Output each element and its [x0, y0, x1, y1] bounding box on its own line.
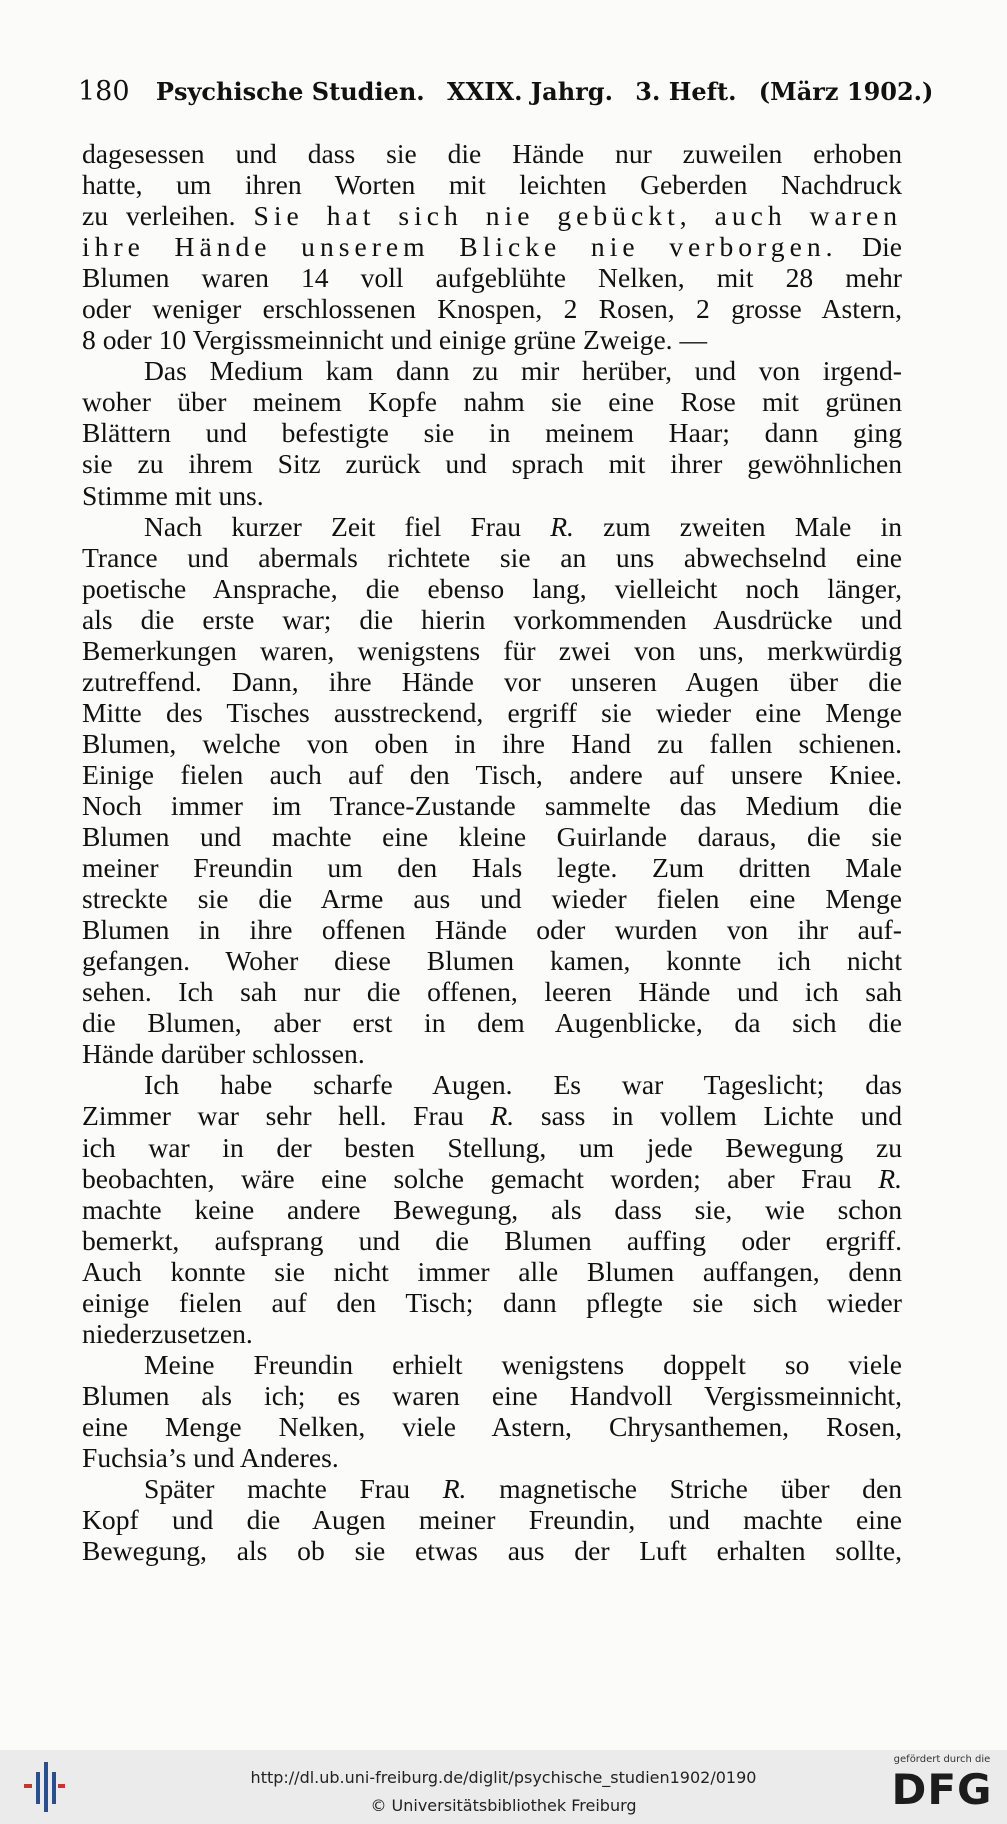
- text-line: [82, 511, 902, 542]
- italic-name: R.: [490, 1100, 515, 1132]
- text-line: woher über meinem Kopfe nahm sie eine Rose mit grünen: [82, 386, 902, 418]
- text-line: oder weniger erschlossenen Knospen, 2 Rosen, 2 grosse Astern,: [82, 293, 902, 325]
- text-segment: Nach kurzer Zeit fiel Frau: [144, 510, 551, 542]
- text-line: [82, 1473, 902, 1504]
- emphasized-text: ihre Hände unserem Blicke nie verborgen.: [82, 231, 838, 263]
- text-line: [82, 200, 902, 231]
- text-line: Das Medium kam dann zu mir herüber, und von irgend-: [144, 355, 902, 387]
- text-line: Auch konnte sie nicht immer alle Blumen auffangen, denn: [82, 1255, 902, 1287]
- text-line: Blumen als ich; es waren eine Handvoll Vergissmeinnicht,: [82, 1379, 902, 1411]
- text-line: [82, 1163, 902, 1194]
- text-line: Blumen und machte eine kleine Guirlande daraus, die sie: [82, 821, 902, 853]
- text-line: Blumen in ihre offenen Hände oder wurden von ihr auf-: [82, 914, 902, 946]
- text-line: zutreffend. Dann, ihre Hände vor unseren Augen über die: [82, 665, 902, 697]
- text-line: eine Menge Nelken, viele Astern, Chrysanthemen, Rosen,: [82, 1410, 902, 1442]
- text-line: hatte, um ihren Worten mit leichten Geberden Nachdruck: [82, 169, 902, 201]
- text-line: die Blumen, aber erst in dem Augenblicke, da sich die: [82, 1007, 902, 1039]
- text-line: dagesessen und dass sie die Hände nur zuweilen erhoben: [82, 138, 902, 169]
- text-line: 8 oder 10 Vergissmeinnicht und einige grüne Zweige. —: [82, 324, 708, 356]
- text-line: als die erste war; die hierin vorkommenden Ausdrücke und: [82, 603, 902, 635]
- journal-title: Psychische Studien.: [155, 77, 425, 106]
- text-segment: Die: [862, 231, 902, 263]
- text-line: [82, 1100, 902, 1131]
- text-line: Fuchsia’s und Anderes.: [82, 1441, 339, 1473]
- text-segment: zum zweiten Male in: [573, 510, 902, 542]
- text-segment: Später machte Frau: [144, 1473, 443, 1505]
- text-line: Kopf und die Augen meiner Freundin, und machte eine: [82, 1504, 902, 1536]
- page-number: 180: [78, 76, 130, 107]
- text-line: Noch immer im Trance-Zustande sammelte das Medium die: [82, 789, 902, 821]
- dfg-tagline: gefördert durch die: [893, 1754, 991, 1765]
- text-line: Trance und abermals richtete sie an uns abwechselnd eine: [82, 541, 902, 573]
- text-segment: Zimmer war sehr hell. Frau: [82, 1100, 491, 1132]
- text-line: ich war in der besten Stellung, um jede Bewegung zu: [82, 1131, 902, 1163]
- text-line: bemerkt, aufsprang und die Blumen auffing oder ergriff.: [82, 1224, 902, 1256]
- text-line: Mitte des Tisches ausstreckend, ergriff sie wieder eine Menge: [82, 696, 902, 728]
- text-line: meiner Freundin um den Hals legte. Zum dritten Male: [82, 852, 902, 884]
- text-line: Blättern und befestigte sie in meinem Haar; dann ging: [82, 417, 902, 449]
- running-header: [78, 76, 934, 107]
- text-line: niederzusetzen.: [82, 1317, 253, 1349]
- text-line: Meine Freundin erhielt wenigstens doppelt so viele: [144, 1348, 902, 1380]
- viewer-footer: [0, 1750, 1007, 1824]
- emphasized-text: Sie hat sich nie gebückt, auch waren: [253, 200, 903, 232]
- source-url-link[interactable]: http://dl.ub.uni-freiburg.de/diglit/psychische_studien1902/0190: [250, 1768, 757, 1787]
- volume-label: XXIX. Jahrg.: [447, 77, 613, 106]
- text-line: sehen. Ich sah nur die offenen, leeren Hände und ich sah: [82, 976, 902, 1008]
- text-line: Bemerkungen waren, wenigstens für zwei von uns, merkwürdig: [82, 634, 902, 666]
- text-line: Stimme mit uns.: [82, 479, 264, 511]
- text-line: streckte sie die Arme aus und wieder fielen eine Menge: [82, 883, 902, 915]
- issue-date: (März 1902.): [758, 77, 934, 106]
- text-line: Ich habe scharfe Augen. Es war Tageslicht; das: [144, 1069, 902, 1101]
- text-line: Hände darüber schlossen.: [82, 1038, 365, 1070]
- text-line: Blumen waren 14 voll aufgeblühte Nelken, mit 28 mehr: [82, 262, 902, 294]
- italic-name: R.: [550, 510, 574, 542]
- copyright-notice: © Universitätsbibliothek Freiburg: [370, 1796, 637, 1815]
- dfg-logo: [887, 1754, 997, 1820]
- text-line: sie zu ihrem Sitz zurück und sprach mit ihrer gewöhnlichen: [82, 448, 902, 480]
- text-line: Blumen, welche von oben in ihre Hand zu fallen schienen.: [82, 727, 902, 759]
- text-line: Bewegung, als ob sie etwas aus der Luft erhalten sollte,: [82, 1535, 902, 1567]
- body-text: [82, 138, 902, 1566]
- text-line: gefangen. Woher diese Blumen kamen, konnte ich nicht: [82, 945, 902, 977]
- text-line: einige fielen auf den Tisch; dann pflegte sie sich wieder: [82, 1286, 902, 1318]
- text-line: machte keine andere Bewegung, als dass sie, wie schon: [82, 1193, 902, 1225]
- dfg-wordmark: DFG: [891, 1765, 993, 1814]
- italic-name: R.: [442, 1473, 467, 1505]
- text-segment: magnetische Striche über den: [466, 1473, 902, 1505]
- text-segment: zu verleihen.: [82, 200, 236, 232]
- text-line: [82, 231, 902, 262]
- text-segment: beobachten, wäre eine solche gemacht worden; aber Frau: [82, 1162, 879, 1194]
- text-segment: sass in vollem Lichte und: [514, 1100, 902, 1132]
- italic-name: R.: [878, 1162, 902, 1194]
- issue-label: 3. Heft.: [635, 77, 737, 106]
- text-line: Einige fielen auch auf den Tisch, andere auf unsere Kniee.: [82, 758, 902, 790]
- text-line: poetische Ansprache, die ebenso lang, vielleicht noch länger,: [82, 572, 902, 604]
